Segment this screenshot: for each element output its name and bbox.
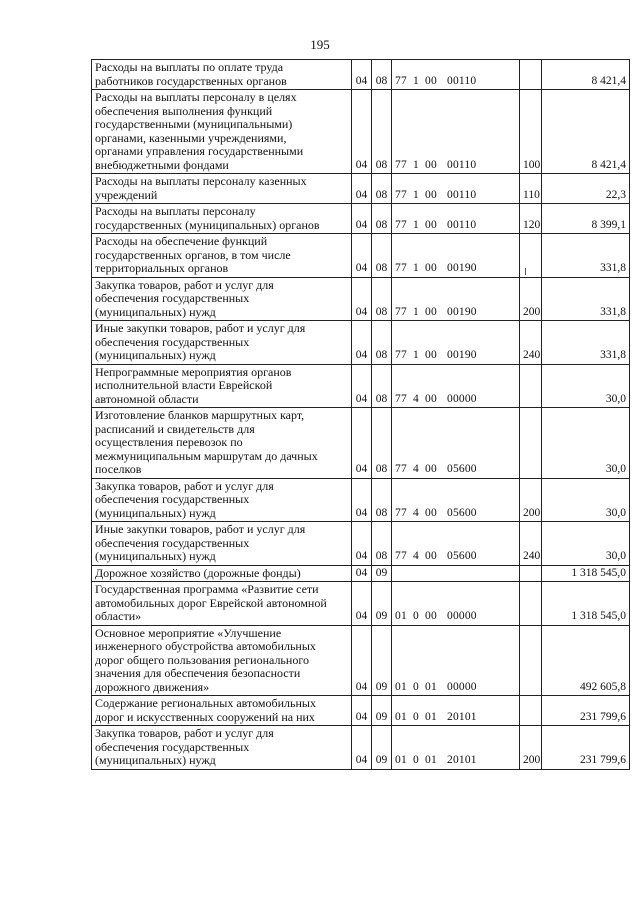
subsection-code: 08 <box>372 364 392 408</box>
subsection-code: 09 <box>372 726 392 770</box>
target-article-code-part: 00110 <box>447 218 477 231</box>
row-name: Непрограммные мероприятия органов исполнительной власти Еврейской автономной области <box>95 364 292 406</box>
target-article-code-part: 77 <box>395 506 407 519</box>
subsection-code: 09 <box>372 696 392 726</box>
table-row <box>92 522 630 566</box>
target-article-code-part: 01 <box>425 754 437 766</box>
target-article-code-part: 00000 <box>447 392 477 405</box>
expense-type-code <box>520 60 542 90</box>
target-article-code-part: 77 <box>395 550 407 562</box>
row-name: Расходы на выплаты персоналу казенных учреждений <box>95 174 307 202</box>
target-article-code-part: 00 <box>425 262 437 274</box>
subsection-code: 08 <box>372 321 392 365</box>
table-row <box>92 696 630 726</box>
row-name-cell <box>92 204 352 234</box>
expense-type-code: 200 <box>520 478 542 522</box>
expense-type-code: 100 <box>520 90 542 174</box>
section-code: 04 <box>352 726 372 770</box>
subsection-code: 08 <box>372 478 392 522</box>
target-article-code <box>392 174 520 204</box>
target-article-code-part: 0 <box>413 680 419 693</box>
section-code: 04 <box>352 60 372 90</box>
table-row <box>92 60 630 90</box>
row-name: Содержание региональных автомобильных дорог и искусственных сооружений на них <box>95 696 316 724</box>
target-article-code-part: 4 <box>413 392 419 405</box>
target-article-code-part: 00 <box>425 218 437 231</box>
row-name: Иные закупки товаров, работ и услуг для обеспечения государственных (муниципальных) нужд <box>95 321 306 362</box>
target-article-code-part: 77 <box>395 188 407 201</box>
section-code: 04 <box>352 364 372 408</box>
target-article-code <box>392 625 520 696</box>
target-article-code-part: 00 <box>425 550 437 562</box>
row-name: Расходы на выплаты по оплате труда работников государственных органов <box>95 60 287 88</box>
target-article-code-part: 01 <box>425 710 437 723</box>
subsection-code: 09 <box>372 582 392 626</box>
expense-type-code: 120 <box>520 204 542 234</box>
amount: 30,0 <box>542 478 630 522</box>
section-code: 04 <box>352 582 372 626</box>
table-row <box>92 90 630 174</box>
target-article-code-part: 77 <box>395 218 407 231</box>
table-row <box>92 625 630 696</box>
target-article-code-part: 0 <box>413 754 419 766</box>
amount: 331,8 <box>542 321 630 365</box>
target-article-code-part: 00190 <box>447 262 477 274</box>
target-article-code-part: 0 <box>413 610 419 622</box>
expense-type-code: 200 <box>520 726 542 770</box>
table-row <box>92 204 630 234</box>
amount: 30,0 <box>542 522 630 566</box>
section-code: 04 <box>352 174 372 204</box>
target-article-code-part: 00 <box>425 74 437 87</box>
expense-type-code <box>520 696 542 726</box>
expense-type-code: 200 <box>520 277 542 321</box>
target-article-code-part: 20101 <box>447 754 477 766</box>
target-article-code-part: 05600 <box>447 506 477 519</box>
target-article-code-part: 00 <box>425 392 437 405</box>
section-code: 04 <box>352 522 372 566</box>
target-article-code-part: 4 <box>413 550 419 562</box>
target-article-code-part: 00 <box>425 506 437 519</box>
subsection-code: 08 <box>372 204 392 234</box>
budget-table-body <box>92 60 630 770</box>
subsection-code: 08 <box>372 277 392 321</box>
target-article-code-part: 77 <box>395 158 407 171</box>
target-article-code-part: 01 <box>395 710 407 723</box>
target-article-code-part: 1 <box>413 305 419 318</box>
table-row <box>92 565 630 582</box>
expense-type-code: 240 <box>520 321 542 365</box>
target-article-code-part: 00190 <box>447 305 477 318</box>
row-name: Расходы на выплаты персоналу в целях обеспечения выполнения функций государственными (муниципальными) органами, казенными учреждениями, органами управления государственными внебюджетными фондами <box>95 90 304 172</box>
target-article-code-part: 00110 <box>447 74 477 87</box>
row-name-cell <box>92 364 352 408</box>
target-article-code-part: 00110 <box>447 188 477 201</box>
page-number: 195 <box>310 37 330 52</box>
target-article-code-part: 01 <box>425 680 437 693</box>
target-article-code-part: 05600 <box>447 463 477 475</box>
table-row <box>92 321 630 365</box>
target-article-code-part: 01 <box>395 680 407 693</box>
target-article-code-part: 00 <box>425 305 437 318</box>
target-article-code-part: 77 <box>395 262 407 274</box>
target-article-code-part: 00000 <box>447 680 477 693</box>
target-article-code-part: 0 <box>413 710 419 723</box>
row-name-cell <box>92 522 352 566</box>
row-name-cell <box>92 625 352 696</box>
row-name-cell <box>92 582 352 626</box>
subsection-code: 08 <box>372 60 392 90</box>
table-row <box>92 726 630 770</box>
expense-type-code <box>520 408 542 479</box>
row-name-cell <box>92 321 352 365</box>
amount: 8 421,4 <box>542 60 630 90</box>
target-article-code-part: 00190 <box>447 349 477 361</box>
table-row <box>92 364 630 408</box>
target-article-code <box>392 582 520 626</box>
target-article-code <box>392 234 520 278</box>
row-name-cell <box>92 565 352 582</box>
amount: 231 799,6 <box>542 726 630 770</box>
row-name-cell <box>92 90 352 174</box>
target-article-code-part: 00 <box>425 349 437 361</box>
row-name: Государственная программа «Развитие сети автомобильных дорог Еврейской автономной области» <box>95 582 327 623</box>
subsection-code: 08 <box>372 90 392 174</box>
section-code: 04 <box>352 625 372 696</box>
target-article-code-part: 77 <box>395 392 407 405</box>
target-article-code-part: 1 <box>413 188 419 201</box>
row-name-cell <box>92 174 352 204</box>
target-article-code-part: 00 <box>425 463 437 475</box>
amount: 22,3 <box>542 174 630 204</box>
subsection-code: 08 <box>372 408 392 479</box>
target-article-code-part: 1 <box>413 262 419 274</box>
amount: 30,0 <box>542 364 630 408</box>
section-code: 04 <box>352 321 372 365</box>
row-name: Расходы на обеспечение функций государственных органов, в том числе территориальных органов <box>95 234 291 275</box>
amount: 492 605,8 <box>542 625 630 696</box>
row-name: Изготовление бланков маршрутных карт, расписаний и свидетельств для осуществления перевозок по межмуниципальным маршрутам до дачных поселков <box>95 408 318 476</box>
target-article-code <box>392 408 520 479</box>
subsection-code: 09 <box>372 625 392 696</box>
expense-type-code <box>520 565 542 582</box>
target-article-code <box>392 90 520 174</box>
section-code: 04 <box>352 478 372 522</box>
row-name: Закупка товаров, работ и услуг для обеспечения государственных (муниципальных) нужд <box>95 478 274 520</box>
target-article-code <box>392 726 520 770</box>
table-row <box>92 582 630 626</box>
subsection-code: 08 <box>372 174 392 204</box>
target-article-code-part: 1 <box>413 158 419 171</box>
expense-type-code <box>520 582 542 626</box>
target-article-code-part: 00110 <box>447 158 477 171</box>
row-name-cell <box>92 478 352 522</box>
target-article-code-part: 00000 <box>447 610 477 622</box>
target-article-code <box>392 364 520 408</box>
target-article-code-part: 77 <box>395 463 407 475</box>
expense-type-code: 240 <box>520 522 542 566</box>
target-article-code <box>392 478 520 522</box>
section-code: 04 <box>352 408 372 479</box>
section-code: 04 <box>352 696 372 726</box>
table-row <box>92 234 630 278</box>
target-article-code-part: 20101 <box>447 710 477 723</box>
section-code: 04 <box>352 277 372 321</box>
expense-type-code: 110 <box>520 174 542 204</box>
expense-type-code <box>520 625 542 696</box>
section-code: 04 <box>352 90 372 174</box>
row-name: Иные закупки товаров, работ и услуг для обеспечения государственных (муниципальных) нужд <box>95 522 306 563</box>
row-name: Дорожное хозяйство (дорожные фонды) <box>95 565 301 580</box>
target-article-code <box>392 277 520 321</box>
target-article-code-part: 00 <box>425 158 437 171</box>
target-article-code-part: 77 <box>395 305 407 318</box>
table-row <box>92 408 630 479</box>
subsection-code: 08 <box>372 234 392 278</box>
amount: 331,8 <box>542 234 630 278</box>
target-article-code-part: 1 <box>413 218 419 231</box>
row-name-cell <box>92 277 352 321</box>
amount: 8 399,1 <box>542 204 630 234</box>
target-article-code-part: 01 <box>395 610 407 622</box>
row-name-cell <box>92 696 352 726</box>
row-name-cell <box>92 408 352 479</box>
target-article-code <box>392 321 520 365</box>
target-article-code <box>392 696 520 726</box>
section-code: 04 <box>352 565 372 582</box>
target-article-code-part: 77 <box>395 74 407 87</box>
budget-table <box>91 59 630 770</box>
scan-mark <box>525 268 526 275</box>
target-article-code-part: 01 <box>395 754 407 766</box>
target-article-code-part: 4 <box>413 506 419 519</box>
section-code: 04 <box>352 234 372 278</box>
target-article-code-part: 4 <box>413 463 419 475</box>
row-name: Основное мероприятие «Улучшение инженерного обустройства автомобильных дорог общего пользования регионального значения для обеспечения безопасности дорожного движения» <box>95 625 316 694</box>
target-article-code-part: 00 <box>425 188 437 201</box>
amount: 1 318 545,0 <box>542 565 630 582</box>
amount: 1 318 545,0 <box>542 582 630 626</box>
amount: 30,0 <box>542 408 630 479</box>
table-row <box>92 174 630 204</box>
target-article-code-part: 1 <box>413 349 419 361</box>
target-article-code-part: 1 <box>413 74 419 87</box>
table-row <box>92 277 630 321</box>
target-article-code-part: 77 <box>395 349 407 361</box>
row-name: Расходы на выплаты персоналу государственных (муниципальных) органов <box>95 204 320 232</box>
table-row <box>92 478 630 522</box>
expense-type-code <box>520 364 542 408</box>
row-name: Закупка товаров, работ и услуг для обеспечения государственных (муниципальных) нужд <box>95 277 274 319</box>
amount: 331,8 <box>542 277 630 321</box>
target-article-code <box>392 522 520 566</box>
row-name-cell <box>92 60 352 90</box>
target-article-code-part: 05600 <box>447 550 477 562</box>
row-name: Закупка товаров, работ и услуг для обеспечения государственных (муниципальных) нужд <box>95 726 274 767</box>
target-article-code-part: 00 <box>425 610 437 622</box>
subsection-code: 09 <box>372 565 392 582</box>
row-name-cell <box>92 726 352 770</box>
amount: 8 421,4 <box>542 90 630 174</box>
expense-type-code <box>520 234 542 278</box>
target-article-code <box>392 60 520 90</box>
amount: 231 799,6 <box>542 696 630 726</box>
section-code: 04 <box>352 204 372 234</box>
subsection-code: 08 <box>372 522 392 566</box>
row-name-cell <box>92 234 352 278</box>
target-article-code <box>392 565 520 582</box>
target-article-code <box>392 204 520 234</box>
